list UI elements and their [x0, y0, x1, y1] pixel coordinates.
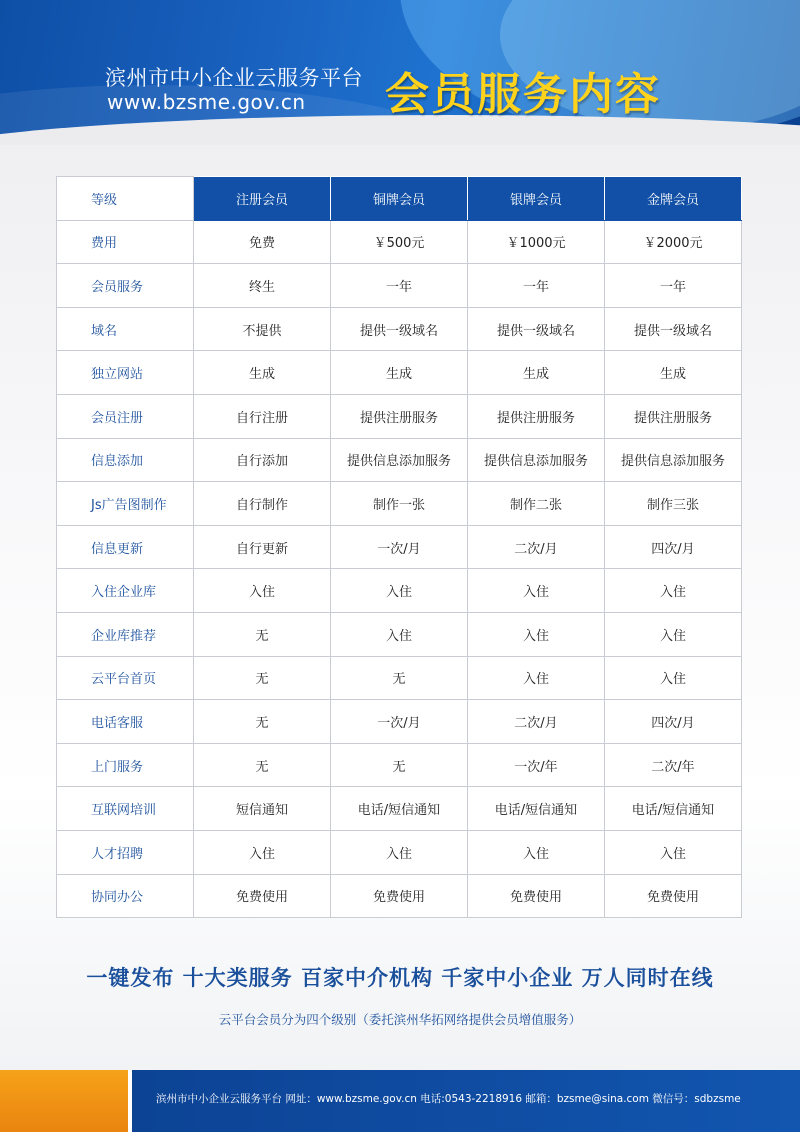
table-cell: 制作三张 [605, 482, 742, 526]
table-cell: 入住 [605, 830, 742, 874]
footer-contact: 滨州市中小企业云服务平台 网址：www.bzsme.gov.cn 电话:0543-2218916 邮箱：bzsme@sina.com 微信号：sdbzsme [156, 1093, 741, 1105]
table-cell: 提供信息添加服务 [331, 438, 468, 482]
row-label: 互联网培训 [57, 787, 194, 831]
table-cell: 生成 [468, 351, 605, 395]
table-cell: 一年 [331, 264, 468, 308]
table-cell: 免费使用 [331, 874, 468, 918]
site-name: 滨州市中小企业云服务平台 [105, 66, 363, 90]
table-cell: 无 [331, 656, 468, 700]
table-header-row [57, 177, 742, 221]
row-label: 会员服务 [57, 264, 194, 308]
table-cell: 自行添加 [194, 438, 331, 482]
table-cell: 入住 [468, 656, 605, 700]
table-cell: 终生 [194, 264, 331, 308]
table-cell: 短信通知 [194, 787, 331, 831]
table-row [57, 569, 742, 613]
table-cell: 提供注册服务 [468, 394, 605, 438]
table-cell: 入住 [331, 830, 468, 874]
table-cell: 入住 [468, 612, 605, 656]
table-cell: 二次/月 [468, 525, 605, 569]
table-cell: 制作一张 [331, 482, 468, 526]
row-label: 入住企业库 [57, 569, 194, 613]
table-cell: 提供一级域名 [605, 307, 742, 351]
table-cell: 无 [194, 612, 331, 656]
table-cell: 电话/短信通知 [605, 787, 742, 831]
table-cell: 入住 [468, 830, 605, 874]
table-cell: 二次/月 [468, 700, 605, 744]
row-label: 域名 [57, 307, 194, 351]
table-cell: 入住 [331, 612, 468, 656]
table-cell: 入住 [331, 569, 468, 613]
table-row [57, 525, 742, 569]
table-cell: 二次/年 [605, 743, 742, 787]
table-cell: 提供一级域名 [468, 307, 605, 351]
table-cell: 免费使用 [468, 874, 605, 918]
table-cell: 无 [194, 656, 331, 700]
footer [0, 1070, 800, 1132]
table-cell: 生成 [331, 351, 468, 395]
table-cell: ￥1000元 [468, 220, 605, 264]
table-cell: 提供信息添加服务 [468, 438, 605, 482]
table-cell: 电话/短信通知 [331, 787, 468, 831]
table-cell: 免费 [194, 220, 331, 264]
table-cell: 提供注册服务 [331, 394, 468, 438]
row-label: 会员注册 [57, 394, 194, 438]
row-label: 信息添加 [57, 438, 194, 482]
footer-accent [0, 1070, 128, 1132]
header-registered: 注册会员 [194, 177, 331, 221]
table-cell: 四次/月 [605, 525, 742, 569]
table-row [57, 830, 742, 874]
header-silver: 银牌会员 [468, 177, 605, 221]
table-cell: 一次/月 [331, 525, 468, 569]
table-cell: 免费使用 [194, 874, 331, 918]
table-cell: 提供信息添加服务 [605, 438, 742, 482]
table-cell: 制作二张 [468, 482, 605, 526]
row-label: 人才招聘 [57, 830, 194, 874]
footer-divider [128, 1070, 132, 1132]
table-row [57, 743, 742, 787]
table-row [57, 656, 742, 700]
membership-table [56, 176, 742, 918]
row-label: 独立网站 [57, 351, 194, 395]
table-cell: 入住 [194, 569, 331, 613]
table-row [57, 482, 742, 526]
table-cell: ￥500元 [331, 220, 468, 264]
table-row [57, 612, 742, 656]
table-row [57, 438, 742, 482]
table-cell: 生成 [605, 351, 742, 395]
table-row [57, 874, 742, 918]
row-label: 云平台首页 [57, 656, 194, 700]
table-row [57, 220, 742, 264]
table-cell: 四次/月 [605, 700, 742, 744]
slogan: 一键发布 十大类服务 百家中介机构 千家中小企业 万人同时在线 [86, 966, 714, 990]
table-row [57, 307, 742, 351]
header-gold: 金牌会员 [605, 177, 742, 221]
table-cell: 无 [194, 743, 331, 787]
table-cell: 自行注册 [194, 394, 331, 438]
table-body [57, 220, 742, 918]
table-row [57, 787, 742, 831]
table-row [57, 700, 742, 744]
table-cell: 提供注册服务 [605, 394, 742, 438]
table-cell: 一年 [468, 264, 605, 308]
table-row [57, 351, 742, 395]
table-cell: 电话/短信通知 [468, 787, 605, 831]
row-label: 上门服务 [57, 743, 194, 787]
row-label: Js广告图制作 [57, 482, 194, 526]
table-cell: 入住 [194, 830, 331, 874]
row-label: 电话客服 [57, 700, 194, 744]
subnote: 云平台会员分为四个级别（委托滨州华拓网络提供会员增值服务） [218, 1012, 582, 1027]
table-cell: ￥2000元 [605, 220, 742, 264]
page-title: 会员服务内容 [385, 69, 661, 120]
membership-table-container [56, 176, 741, 918]
table-cell: 无 [194, 700, 331, 744]
table-cell: 生成 [194, 351, 331, 395]
site-url: www.bzsme.gov.cn [107, 90, 306, 114]
table-cell: 一次/月 [331, 700, 468, 744]
header-bronze: 铜牌会员 [331, 177, 468, 221]
table-cell: 免费使用 [605, 874, 742, 918]
table-cell: 入住 [468, 569, 605, 613]
row-label: 企业库推荐 [57, 612, 194, 656]
table-row [57, 264, 742, 308]
row-label: 信息更新 [57, 525, 194, 569]
table-cell: 入住 [605, 656, 742, 700]
row-label: 协同办公 [57, 874, 194, 918]
table-cell: 一年 [605, 264, 742, 308]
table-cell: 一次/年 [468, 743, 605, 787]
row-label: 费用 [57, 220, 194, 264]
table-cell: 提供一级域名 [331, 307, 468, 351]
header-banner [0, 0, 800, 145]
table-cell: 入住 [605, 612, 742, 656]
table-cell: 自行制作 [194, 482, 331, 526]
table-cell: 不提供 [194, 307, 331, 351]
header-level: 等级 [57, 177, 194, 221]
table-cell: 自行更新 [194, 525, 331, 569]
table-row [57, 394, 742, 438]
table-cell: 入住 [605, 569, 742, 613]
table-cell: 无 [331, 743, 468, 787]
